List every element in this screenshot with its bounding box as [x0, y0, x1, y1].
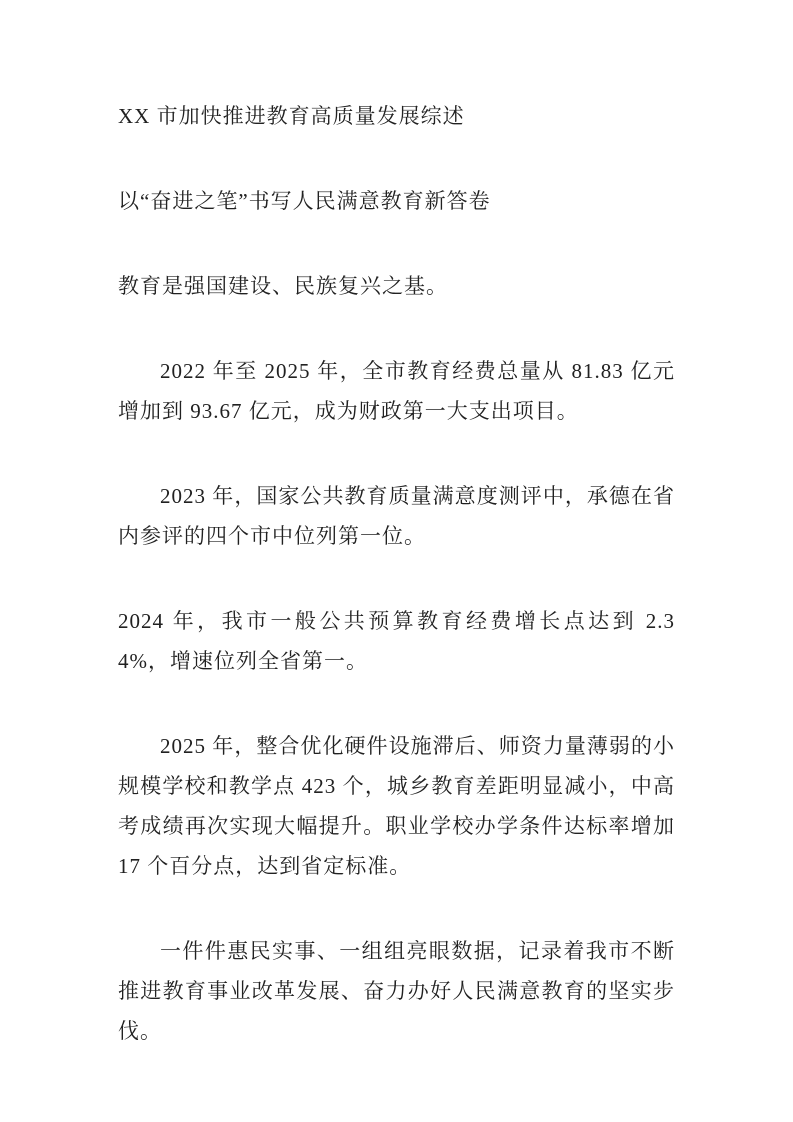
paragraph-closing: 一件件惠民实事、一组组亮眼数据，记录着我市不断推进教育事业改革发展、奋力办好人民满意教育的坚实步伐。	[118, 939, 675, 1043]
document-title: XX 市加快推进教育高质量发展综述	[118, 104, 465, 128]
document-subtitle: 以“奋进之笔”书写人民满意教育新答卷	[118, 189, 491, 213]
paragraph-intro: 教育是强国建设、民族复兴之基。	[118, 274, 448, 298]
paragraph-2024-budget-growth: 2024 年，我市一般公共预算教育经费增长点达到 2.34%，增速位列全省第一。	[118, 609, 675, 673]
paragraph-2022-funding: 2022 年至 2025 年，全市教育经费总量从 81.83 亿元增加到 93.67 亿元，成为财政第一大支出项目。	[118, 359, 675, 423]
paragraph-2023-satisfaction: 2023 年，国家公共教育质量满意度测评中，承德在省内参评的四个市中位列第一位。	[118, 484, 675, 548]
paragraph-2025-schools: 2025 年，整合优化硬件设施滞后、师资力量薄弱的小规模学校和教学点 423 个，城乡教育差距明显减小，中高考成绩再次实现大幅提升。职业学校办学条件达标率增加 17 个百分点，达到省定标准。	[118, 734, 675, 878]
